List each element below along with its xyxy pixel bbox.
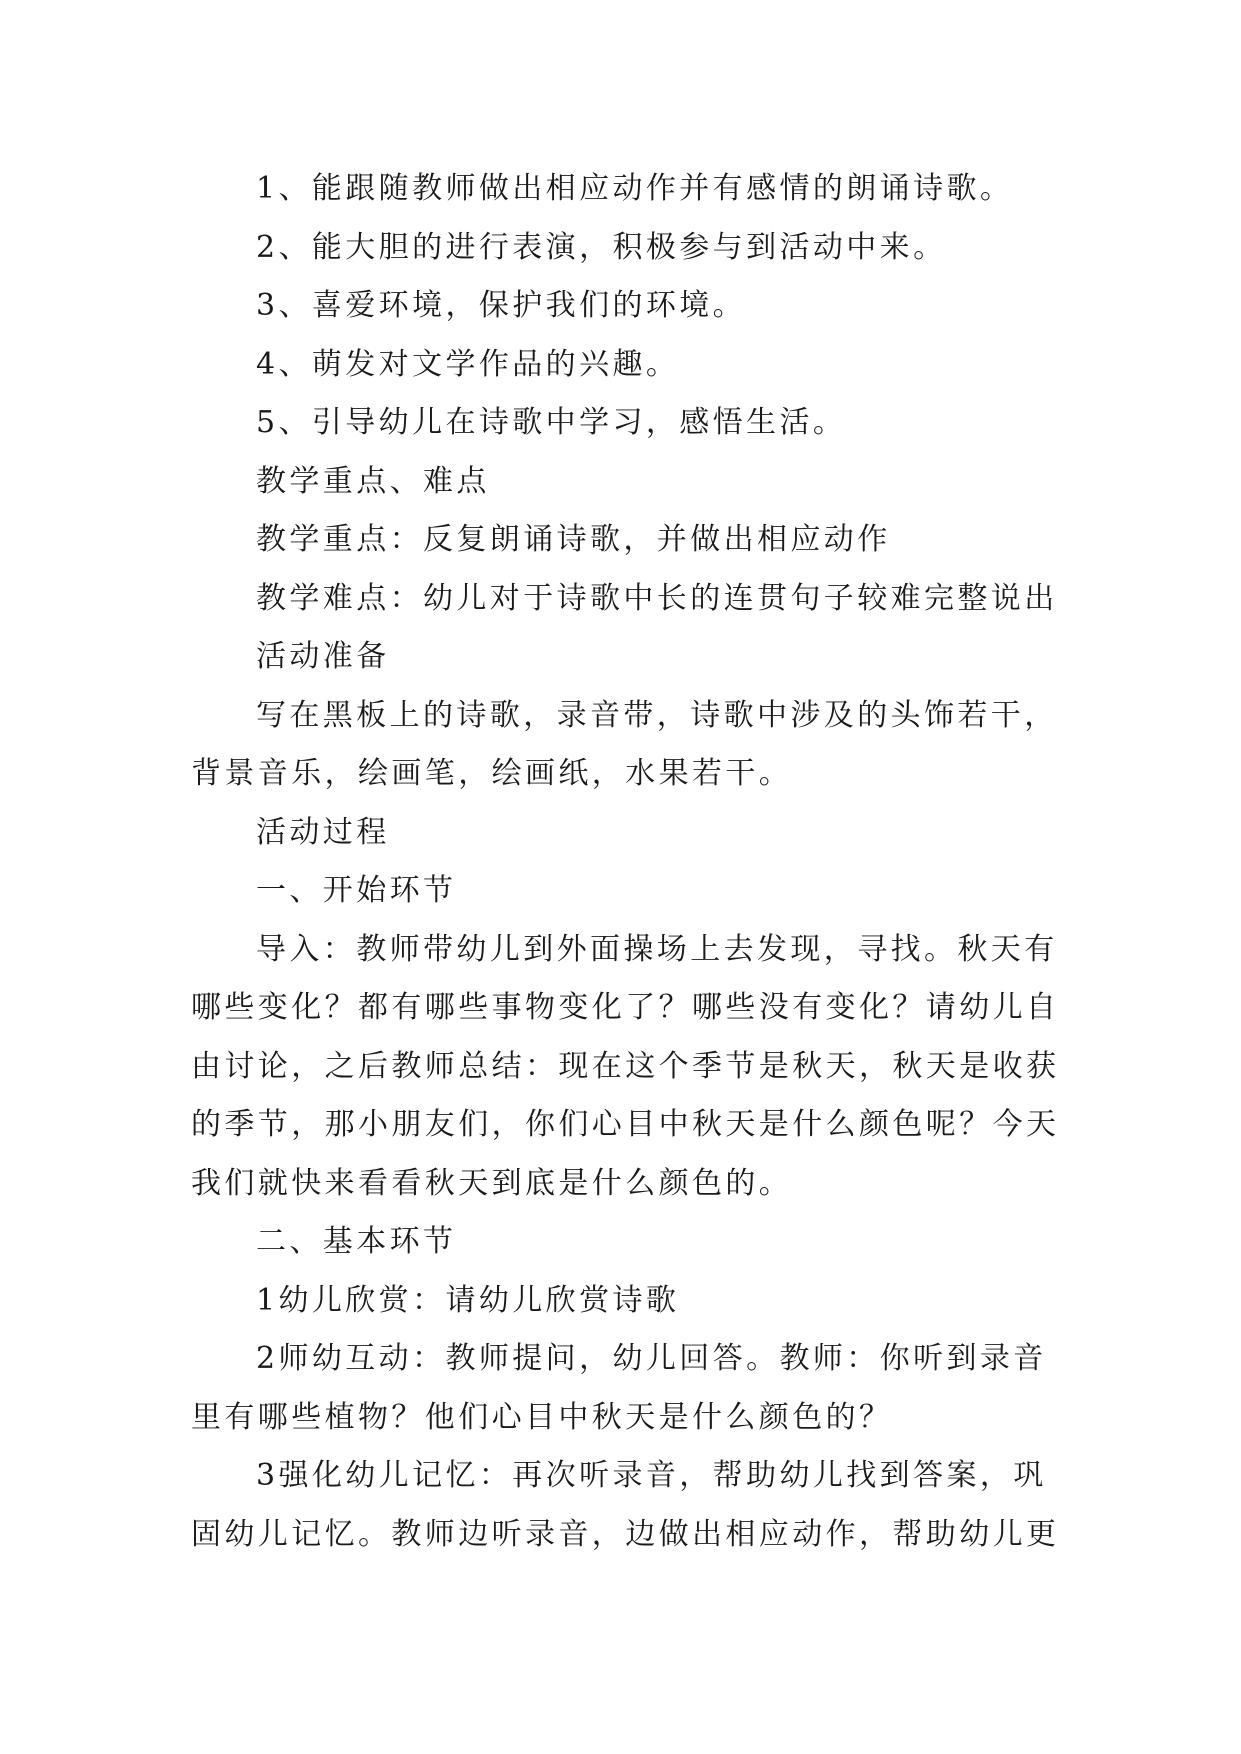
opening-text: 导入：教师带幼儿到外面操场上去发现，寻找。秋天有哪些变化？都有哪些事物变化了？哪些没有变化？请幼儿自由讨论，之后教师总结：现在这个季节是秋天，秋天是收获的季节，那小朋友们，你们心目中秋天是什么颜色呢？今天我们就快来看看秋天到底是什么颜色的。	[191, 931, 1060, 1201]
goal-3: 3、喜爱环境，保护我们的环境。	[256, 288, 747, 323]
goal-1: 1、能跟随教师做出相应动作并有感情的朗诵诗歌。	[256, 171, 1014, 206]
goal-2: 2、能大胆的进行表演，积极参与到活动中来。	[256, 229, 947, 265]
section-heading-process: 活动过程	[256, 814, 390, 850]
preparation-text: 写在黑板上的诗歌，录音带，诗歌中涉及的头饰若干，背景音乐，绘画笔，绘画纸，水果若干。	[191, 697, 1058, 791]
goal-4: 4、萌发对文学作品的兴趣。	[256, 346, 680, 382]
key-point: 教学重点：反复朗诵诗歌，并做出相应动作	[256, 522, 891, 557]
section-heading-key-points: 教学重点、难点	[256, 463, 490, 499]
basic-step-3: 3强化幼儿记忆：再次听录音，帮助幼儿找到答案，巩固幼儿记忆。教师边听录音，边做出相应动作，帮助幼儿更	[191, 1458, 1060, 1552]
step-heading-basic: 二、基本环节	[256, 1224, 457, 1259]
section-heading-preparation: 活动准备	[256, 639, 390, 674]
basic-step-1: 1幼儿欣赏：请幼儿欣赏诗歌	[256, 1282, 680, 1318]
goal-5: 5、引导幼儿在诗歌中学习，感悟生活。	[256, 405, 847, 440]
step-heading-opening: 一、开始环节	[256, 873, 457, 908]
difficult-point: 教学难点：幼儿对于诗歌中长的连贯句子较难完整说出	[256, 580, 1058, 616]
basic-step-2: 2师幼互动：教师提问，幼儿回答。教师：你听到录音里有哪些植物？他们心目中秋天是什么颜色的？	[191, 1341, 1047, 1435]
document-body	[191, 160, 1061, 1564]
